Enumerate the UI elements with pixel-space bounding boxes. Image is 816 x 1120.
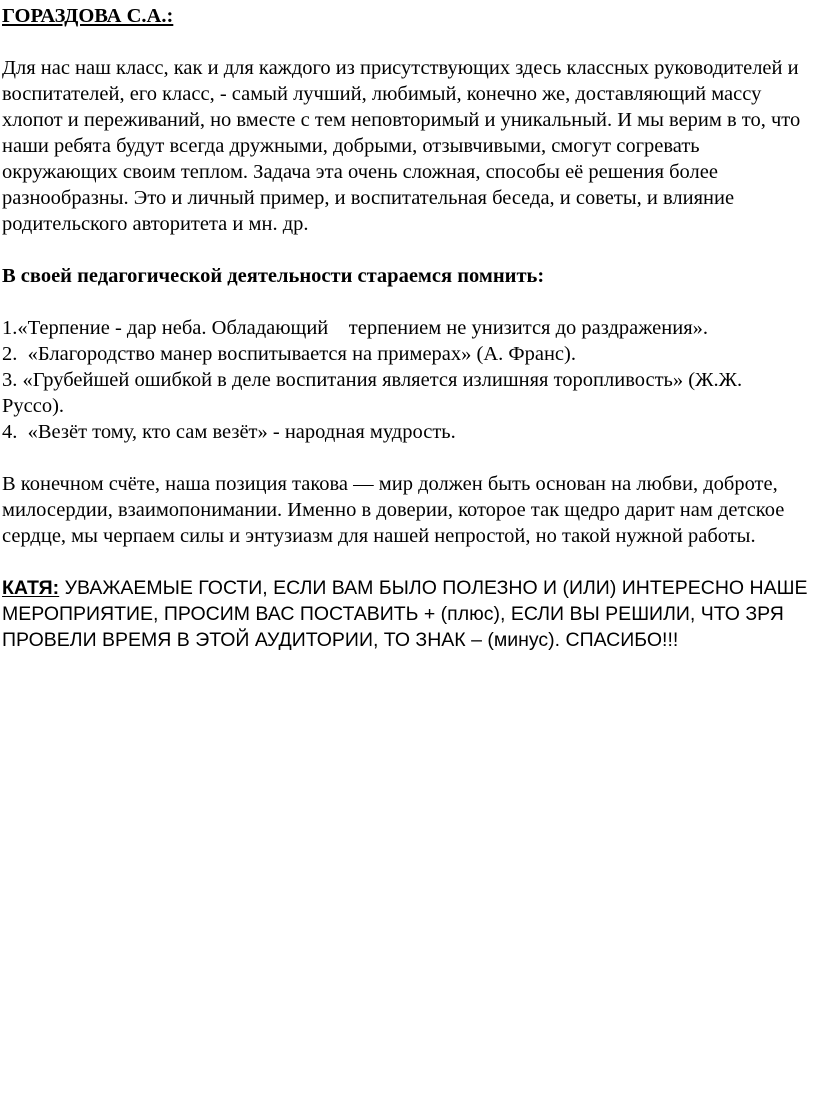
spacer [2,445,808,471]
speaker-heading: ГОРАЗДОВА С.А.: [2,5,174,27]
spacer [2,549,808,575]
closing-text: УВАЖАЕМЫЕ ГОСТИ, ЕСЛИ ВАМ БЫЛО ПОЛЕЗНО И (ИЛИ) ИНТЕРЕСНО НАШЕ МЕРОПРИЯТИЕ, ПРОСИМ ВАС ПОСТАВИТЬ + (плюс), ЕСЛИ ВЫ РЕШИЛИ, ЧТО ЗРЯ ПРОВЕЛИ ВРЕМЯ В ЭТОЙ АУДИТОРИИ, ТО ЗНАК – (минус). СПАСИБО!!! [2,577,808,651]
closing-paragraph [2,575,808,653]
subheading: В своей педагогической деятельности стараемся помнить: [2,265,545,287]
document-body [2,3,808,653]
spacer [2,237,808,263]
quote-item-2: 2. «Благородство манер воспитывается на примерах» (А. Франс). [2,343,576,365]
conclusion-paragraph: В конечном счёте, наша позиция такова — мир должен быть основан на любви, доброте, милосердии, взаимопонимании. Именно в доверии, которое так щедро дарит нам детское сердце, мы черпаем силы и энтузиазм для нашей непростой, но такой нужной работы. [2,473,785,547]
quotes-list [2,315,808,445]
quote-item-4: 4. «Везёт тому, кто сам везёт» - народная мудрость. [2,421,456,443]
spacer [2,289,808,315]
spacer [2,29,808,55]
intro-paragraph: Для нас наш класс, как и для каждого из присутствующих здесь классных руководителей и воспитателей, его класс, - самый лучший, любимый, конечно же, доставляющий массу хлопот и переживаний, но вместе с тем неповторимый и уникальный. И мы верим в то, что наши ребята будут всегда дружными, добрыми, отзывчивыми, смогут согревать окружающих своим теплом. Задача эта очень сложная, способы её решения более разнообразны. Это и личный пример, и воспитательная беседа, и советы, и влияние родительского авторитета и мн. др. [2,57,801,235]
closing-speaker: КАТЯ: [2,577,60,599]
quote-item-3: 3. «Грубейшей ошибкой в деле воспитания является излишняя торопливость» (Ж.Ж. Руссо). [2,369,743,417]
quote-item-1: 1.«Терпение - дар неба. Обладающий терпением не унизится до раздражения». [2,317,709,339]
